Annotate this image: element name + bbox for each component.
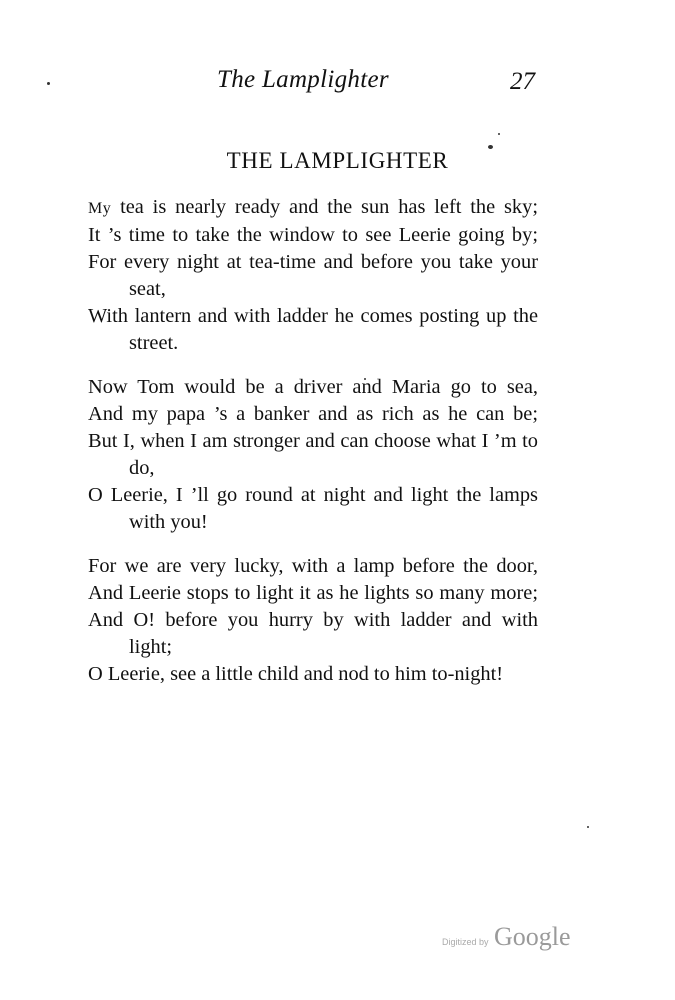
page-number: 27 xyxy=(510,68,535,95)
verse-line: Now Tom would be a driver and Maria go to sea, xyxy=(88,376,538,398)
poem-body xyxy=(88,194,538,705)
google-logo: Google xyxy=(494,922,571,951)
verse-line: O Leerie, I ’ll go round at night and light the lamps with you! xyxy=(88,484,538,533)
verse-line: For every night at tea-time and before you take your seat, xyxy=(88,251,538,300)
verse-line: And O! before you hurry by with ladder and with light; xyxy=(88,609,538,658)
stanza xyxy=(88,553,538,688)
verse-line: It ’s time to take the window to see Leerie going by; xyxy=(88,224,538,246)
verse-line: For we are very lucky, with a lamp before the door, xyxy=(88,555,538,577)
stanza xyxy=(88,194,538,357)
watermark-prefix: Digitized by xyxy=(442,937,489,947)
ink-speck xyxy=(47,82,50,85)
verse-line: With lantern and with ladder he comes posting up the street. xyxy=(88,305,538,354)
running-header xyxy=(205,66,535,100)
verse-line: And Leerie stops to light it as he lights so many more; xyxy=(88,582,538,604)
digitized-watermark xyxy=(442,922,592,956)
poem-title: THE LAMPLIGHTER xyxy=(226,148,449,173)
verse-line: O Leerie, see a little child and nod to him to-night! xyxy=(88,663,504,685)
running-title: The Lamplighter xyxy=(217,66,389,93)
verse-line: My tea is nearly ready and the sun has left the sky; xyxy=(88,196,538,218)
ink-speck xyxy=(587,826,589,828)
ink-speck xyxy=(498,133,500,135)
verse-line: But I, when I am stronger and can choose what I ’m to do, xyxy=(88,430,538,479)
verse-line: And my papa ’s a banker and as rich as he can be; xyxy=(88,403,538,425)
stanza xyxy=(88,374,538,536)
small-caps-opening: My xyxy=(88,200,112,217)
